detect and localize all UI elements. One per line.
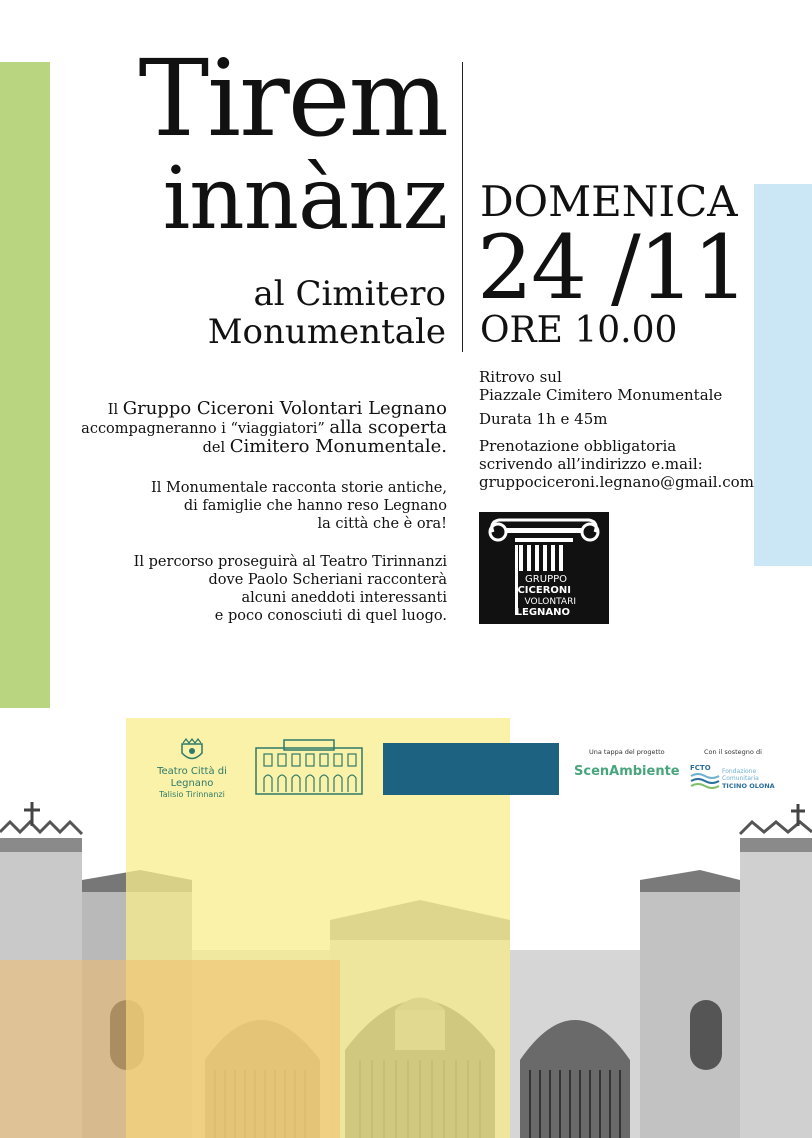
sostegno-label: Con il sostegno di: [704, 748, 762, 756]
logo-line-2: CICERONI: [517, 585, 571, 596]
group-name: Gruppo Ciceroni Volontari Legnano: [122, 398, 447, 419]
meeting-line-2: Piazzale Cimitero Monumentale: [479, 386, 723, 404]
description-history: [151, 479, 447, 533]
meeting-point: [479, 368, 722, 404]
event-day: DOMENICA: [480, 177, 738, 226]
logo-line-3: VOLONTARI: [524, 597, 576, 607]
theatre-line-4: e poco conosciuti di quel luogo.: [214, 608, 447, 624]
event-date: 24 /11: [477, 216, 747, 319]
theatre-line-2: dove Paolo Scheriani racconterà: [208, 572, 447, 588]
title-line-2: innànz: [162, 149, 447, 249]
fcto-line-3: TICINO OLONA: [722, 782, 775, 790]
desc-line-2-highlight: alla scoperta: [329, 417, 447, 438]
blue-side-bar: [754, 184, 812, 566]
history-line-1: Il Monumentale racconta storie antiche,: [150, 480, 447, 496]
booking-line-1: Prenotazione obbligatoria: [479, 437, 677, 455]
ciceroni-logo: [479, 512, 609, 624]
scenambiente-label: Una tappa del progetto: [589, 748, 665, 756]
desc-line-3-end: .: [441, 436, 447, 457]
subtitle: [208, 275, 446, 351]
coat-of-arms-icon: [177, 738, 207, 764]
fcto-wave-icon: [690, 762, 720, 792]
title-line-1: Tirem: [138, 37, 447, 160]
teatro-name: Teatro Città di Legnano: [157, 766, 227, 789]
theatre-line-3: alcuni aneddoti interessanti: [241, 590, 447, 606]
duration: Durata 1h e 45m: [479, 410, 608, 428]
fcto-line-1: Fondazione: [722, 768, 757, 775]
subtitle-line-1: al Cimitero: [253, 274, 446, 314]
desc-line-3-highlight: Cimitero Monumentale: [229, 436, 442, 457]
description-group: [81, 400, 447, 457]
history-line-2: di famiglie che hanno reso Legnano: [183, 498, 447, 514]
description-theatre: [134, 553, 447, 625]
fcto-logo: [690, 762, 780, 792]
fcto-line-2: Comunitaria: [722, 775, 759, 782]
event-time: ORE 10.00: [480, 310, 678, 351]
history-line-3: la città che è ora!: [317, 516, 447, 532]
green-side-bar: [0, 62, 50, 708]
booking-email[interactable]: gruppociceroni.legnano@gmail.com: [479, 473, 754, 491]
fcto-abbr: FCTO: [690, 764, 711, 772]
theatre-building-icon: [254, 738, 364, 796]
desc-line-3: [81, 438, 447, 457]
vertical-divider: [462, 62, 463, 352]
meeting-line-1: Ritrovo sul: [479, 368, 562, 386]
teatro-logo: [140, 738, 244, 798]
theatre-line-1: Il percorso proseguirà al Teatro Tirinnanzi: [133, 554, 447, 570]
logo-line-1: GRUPPO: [525, 574, 567, 585]
fcto-name: [722, 768, 759, 782]
desc-prefix: Il: [107, 402, 123, 418]
scenambiente-logo: ScenAmbiente: [574, 764, 680, 779]
desc-line-3-start: del: [202, 440, 230, 456]
booking-line-2: scrivendo all’indirizzo e.mail:: [479, 455, 703, 473]
desc-line-2-start: accompagneranno i “viaggiatori”: [81, 421, 330, 437]
teal-banner: [383, 743, 559, 795]
teatro-subname: Talisio Tirinnanzi: [159, 790, 225, 799]
booking-info: [479, 437, 754, 491]
orange-overlay: [0, 960, 340, 1138]
logo-line-4: LEGNANO: [515, 607, 570, 618]
subtitle-line-2: Monumentale: [207, 312, 446, 352]
